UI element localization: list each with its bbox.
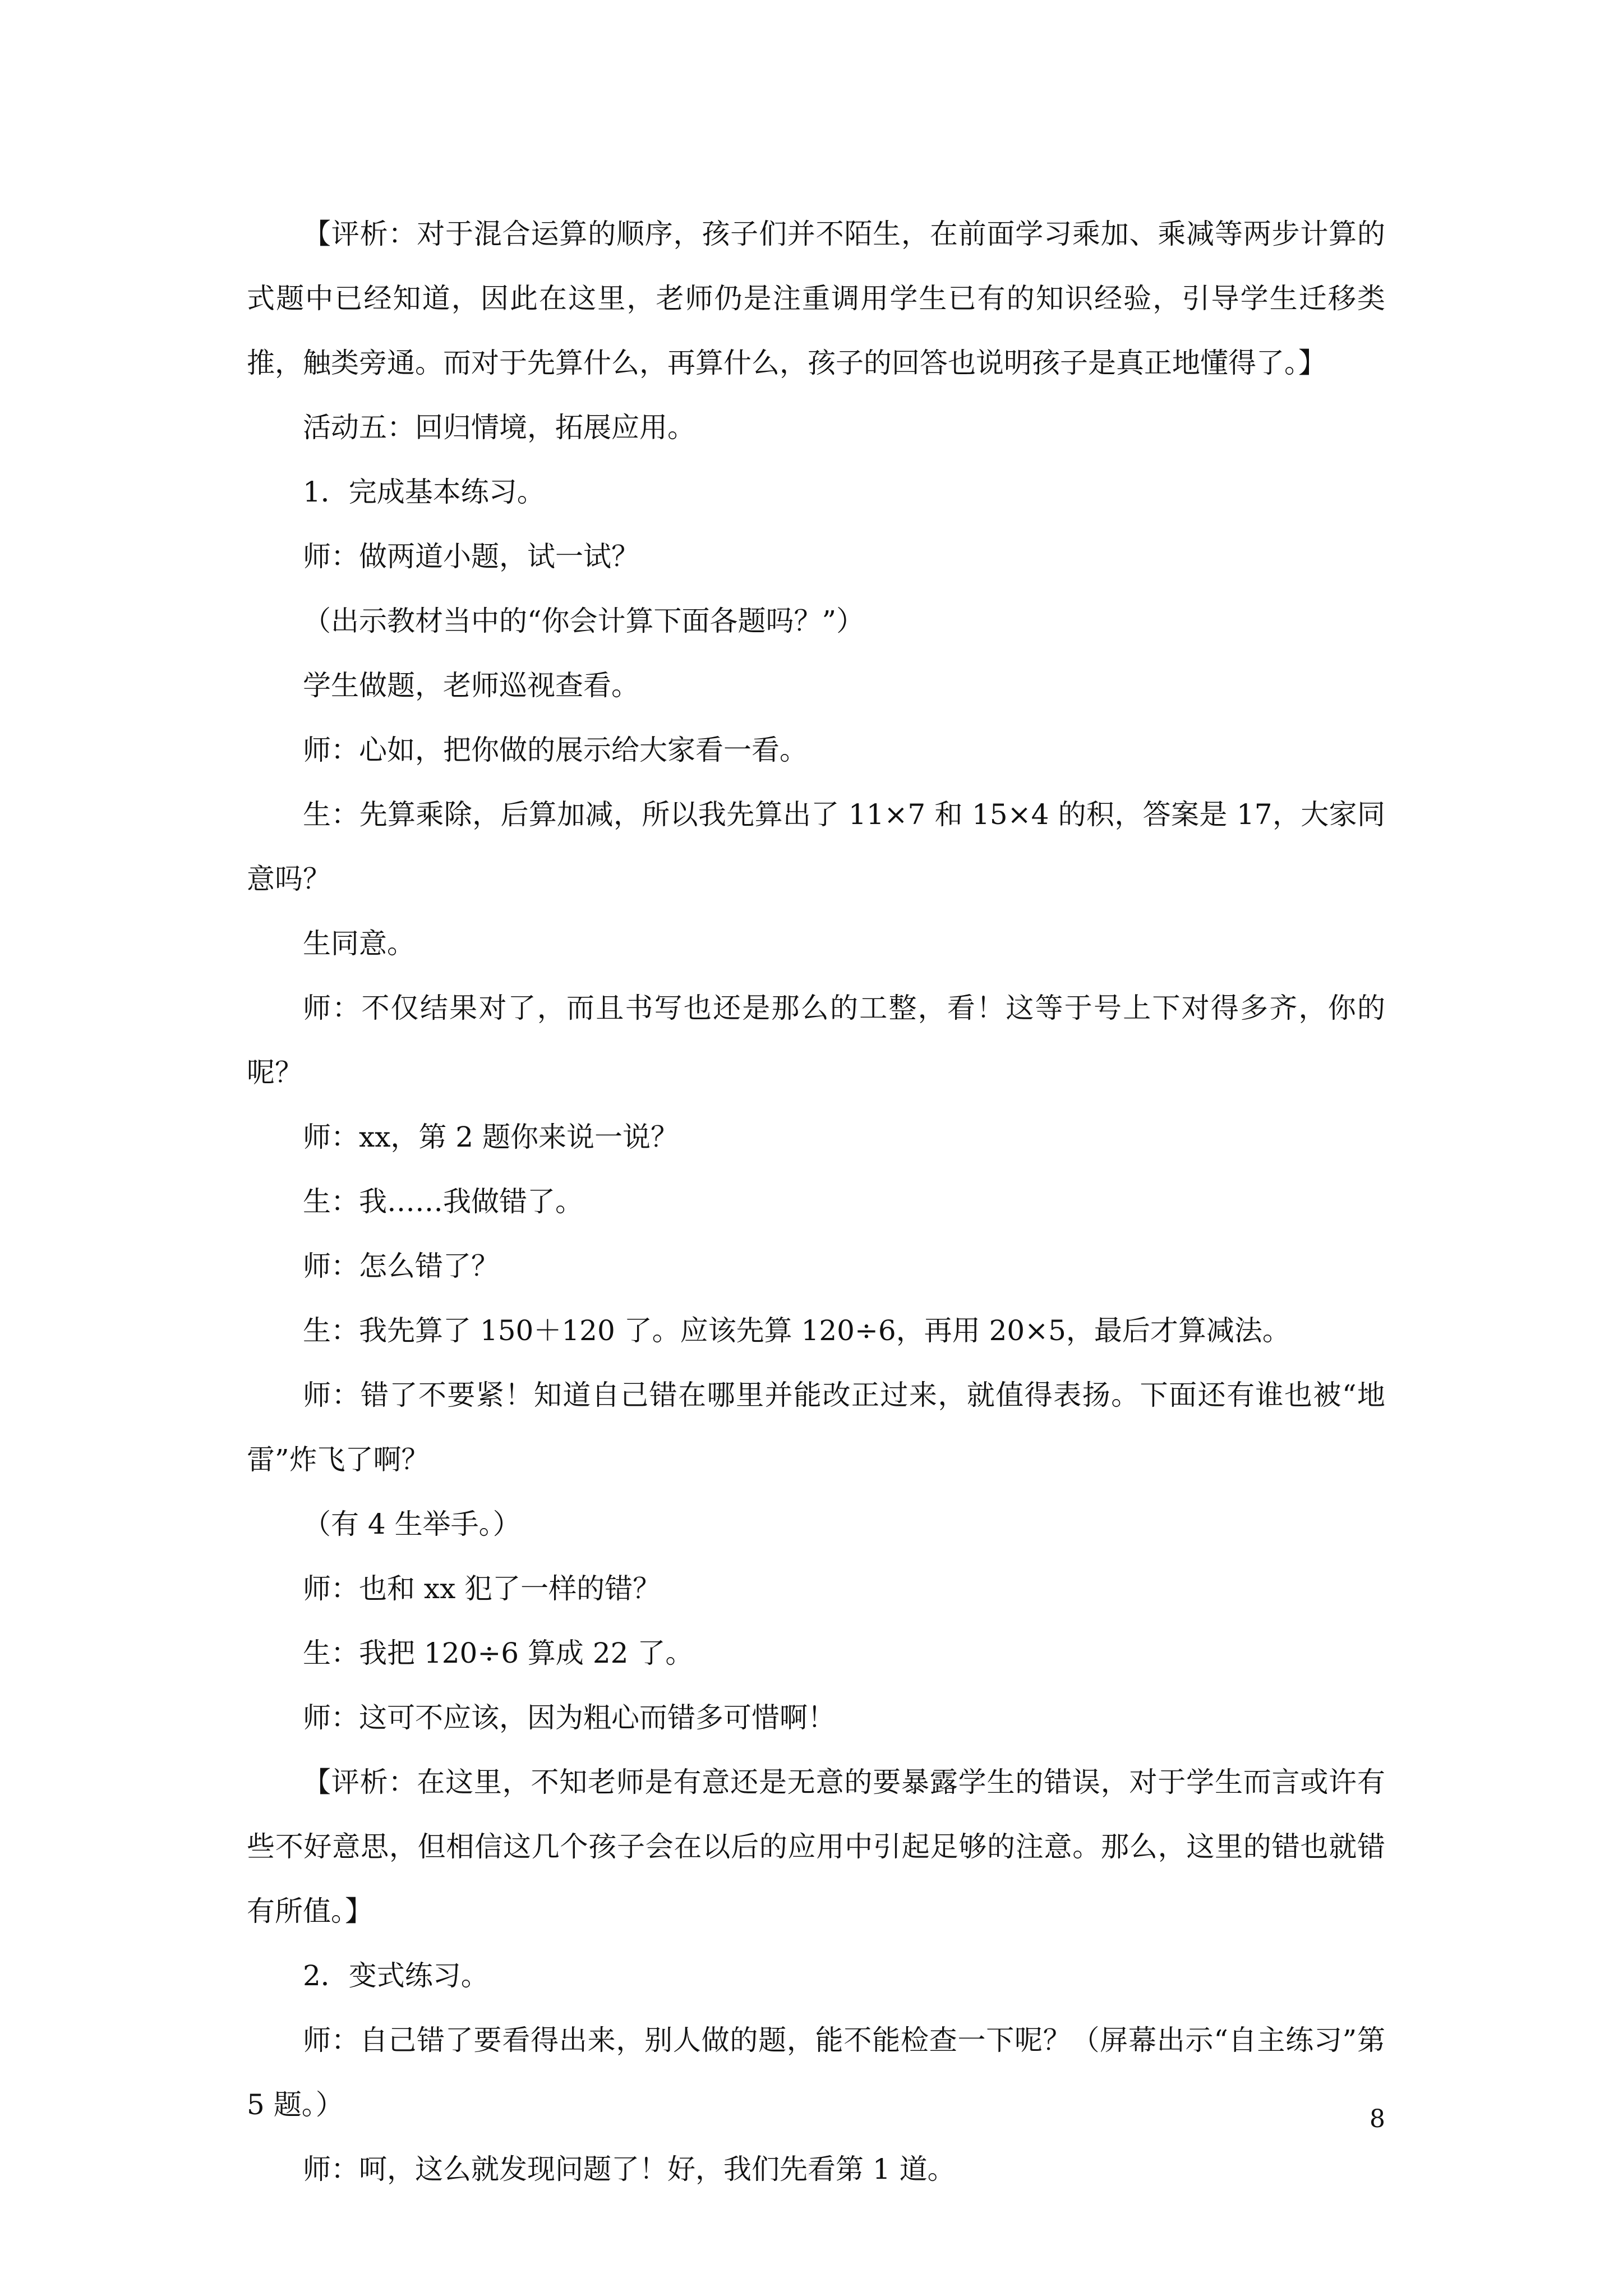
paragraph-teacher-question-2: 师：xx，第 2 题你来说一说？ (303, 1121, 679, 1153)
paragraph-student-explain: 生：我先算了 150＋120 了。应该先算 120÷6，再用 20×5，最后才算减法。 (303, 1314, 1290, 1347)
paragraph-teacher-xinru: 师：心如，把你做的展示给大家看一看。 (303, 734, 808, 766)
paragraph-basic-practice: 1．完成基本练习。 (303, 476, 545, 508)
paragraph-commentary-1: 【评析：对于混合运算的顺序，孩子们并不陌生，在前面学习乘加、乘减等两步计算的式题中已经知道，因此在这里，老师仍是注重调用学生已有的知识经验，引导学生迁移类推，触类旁通。而对于先算什么，再算什么，孩子的回答也说明孩子是真正地懂得了。】 (247, 218, 1385, 379)
paragraph-teacher-praise: 师：不仅结果对了，而且书写也还是那么的工整，看！这等于号上下对得多齐，你的呢？ (247, 992, 1385, 1089)
paragraph-teacher-first-item: 师：呵，这么就发现问题了！好，我们先看第 1 道。 (303, 2153, 956, 2185)
paragraph-commentary-2: 【评析：在这里，不知老师是有意还是无意的要暴露学生的错误，对于学生而言或许有些不好意思，但相信这几个孩子会在以后的应用中引起足够的注意。那么，这里的错也就错有所值。】 (247, 1766, 1385, 1927)
paragraph-student-wrong: 生：我……我做错了。 (303, 1185, 583, 1218)
paragraph-teacher-try: 师：做两道小题，试一试？ (303, 540, 639, 573)
paragraph-variant-practice: 2．变式练习。 (303, 1959, 489, 1992)
paragraph-teacher-check: 师：自己错了要看得出来，别人做的题，能不能检查一下呢？（屏幕出示“自主练习”第 5 题。） (247, 2024, 1385, 2121)
page-number: 8 (1370, 2105, 1385, 2133)
document-body (247, 202, 1385, 2202)
paragraph-teacher-encourage: 师：错了不要紧！知道自己错在哪里并能改正过来，就值得表扬。下面还有谁也被“地雷”炸飞了啊？ (247, 1379, 1385, 1476)
paragraph-student-miscalc: 生：我把 120÷6 算成 22 了。 (303, 1637, 694, 1669)
paragraph-teacher-how-wrong: 师：怎么错了？ (303, 1250, 499, 1282)
paragraph-show-textbook: （出示教材当中的“你会计算下面各题吗？”） (303, 605, 865, 637)
paragraph-hands-up: （有 4 生举手。） (303, 1508, 521, 1540)
paragraph-student-answer-17: 生：先算乘除，后算加减，所以我先算出了 11×7 和 15×4 的积，答案是 17，大家同意吗？ (247, 798, 1385, 895)
paragraph-teacher-careless: 师：这可不应该，因为粗心而错多可惜啊！ (303, 1701, 836, 1734)
paragraph-teacher-same-error: 师：也和 xx 犯了一样的错？ (303, 1572, 661, 1605)
paragraph-activity-five: 活动五：回归情境，拓展应用。 (303, 411, 695, 444)
paragraph-students-agree: 生同意。 (303, 927, 415, 960)
paragraph-students-work: 学生做题，老师巡视查看。 (303, 669, 639, 702)
